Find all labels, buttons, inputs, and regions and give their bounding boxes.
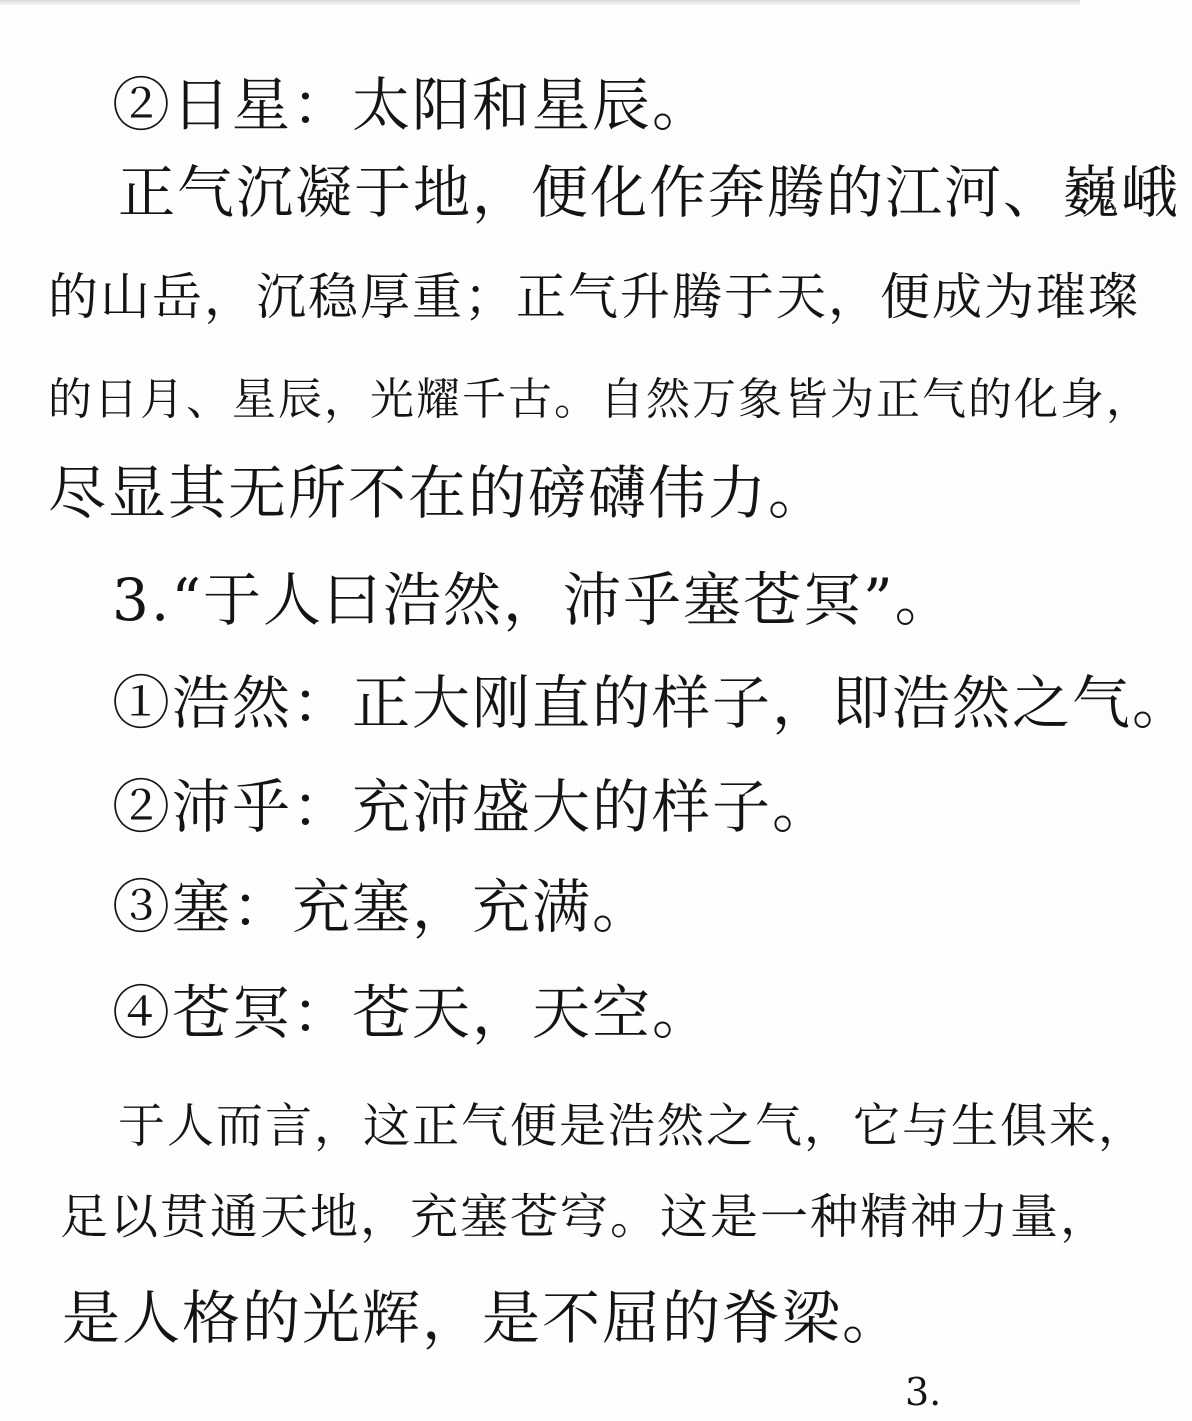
page-number: 3. [905, 1370, 942, 1414]
note-line-3: 的山岳，沉稳厚重；正气升腾于天，便成为璀璨 [48, 268, 1140, 326]
note-line-11: 于人而言，这正气便是浩然之气，它与生俱来， [118, 1099, 1147, 1154]
scan-edge [0, 0, 1080, 6]
note-line-9: ③塞：充塞，充满。 [112, 873, 653, 941]
note-line-4: 的日月、星辰，光耀千古。自然万象皆为正气的化身， [48, 374, 1152, 425]
note-line-8: ②沛乎：充沛盛大的样子。 [112, 773, 833, 841]
note-line-6: 3.“于人曰浩然，沛乎塞苍冥”。 [112, 566, 955, 634]
note-line-2: 正气沉凝于地，便化作奔腾的江河、巍峨 [118, 160, 1180, 226]
note-line-10: ④苍冥：苍天，天空。 [112, 979, 713, 1047]
note-line-1: ②日星：太阳和星辰。 [112, 71, 713, 139]
note-line-5: 尽显其无所不在的磅礴伟力。 [48, 459, 829, 527]
note-line-12: 足以贯通天地，充塞苍穹。这是一种精神力量， [60, 1189, 1111, 1245]
note-line-7: ①浩然：正大刚直的样子，即浩然之气。 [112, 669, 1192, 737]
note-line-13: 是人格的光辉，是不屈的脊梁。 [62, 1284, 903, 1352]
